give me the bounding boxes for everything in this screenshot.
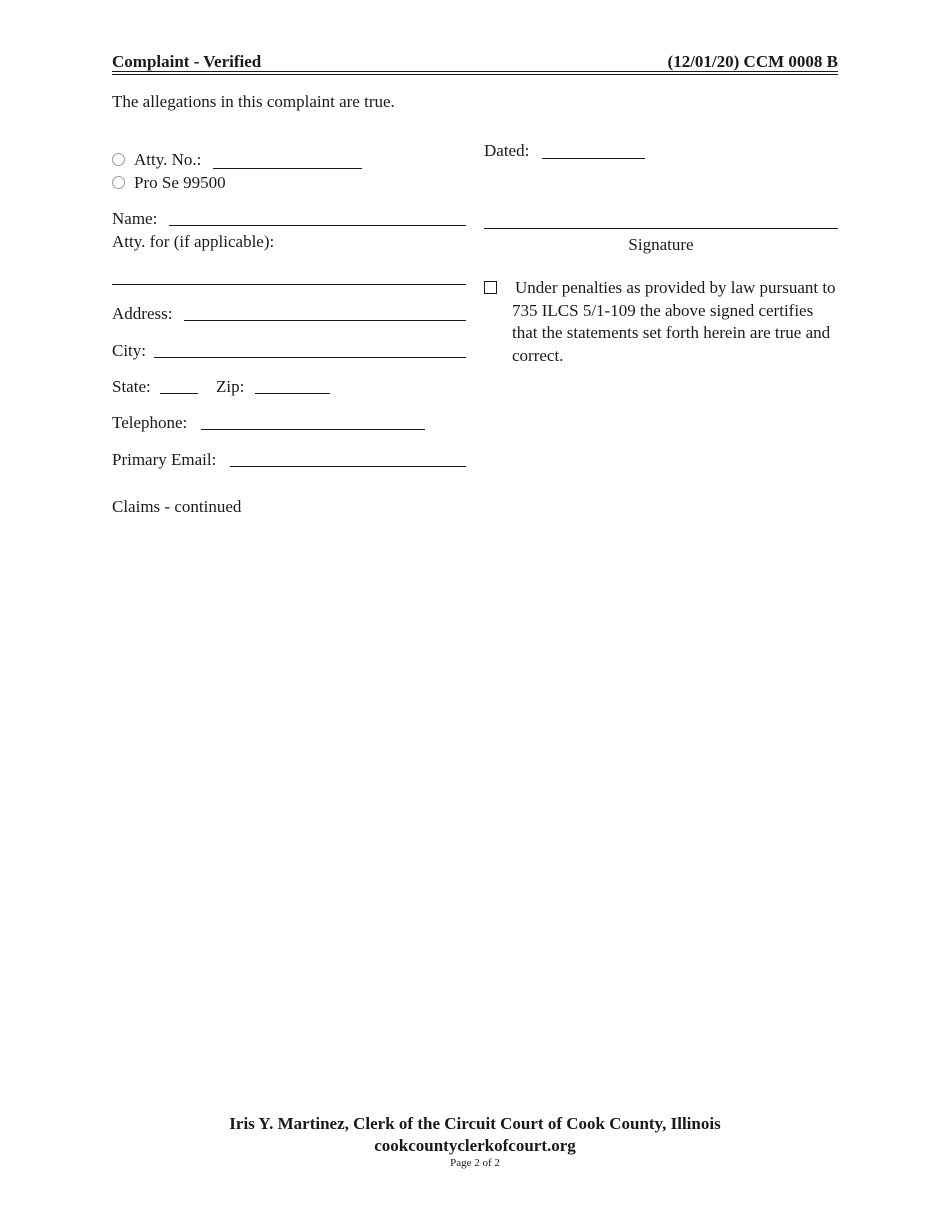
email-label: Primary Email:	[112, 450, 217, 469]
form-code: (12/01/20) CCM 0008 B	[667, 52, 838, 71]
atty-no-label: Atty. No.:	[134, 150, 202, 169]
atty-for-field[interactable]	[112, 263, 466, 285]
zip-field[interactable]	[255, 372, 330, 394]
footer-website: cookcountyclerkofcourt.org	[374, 1136, 576, 1155]
zip-line	[255, 393, 330, 394]
state-label: State:	[112, 377, 151, 396]
atty-for-label: Atty. for (if applicable):	[112, 232, 275, 251]
certification-checkbox[interactable]	[484, 281, 497, 294]
dated-label: Dated:	[484, 141, 530, 160]
allegations-statement: The allegations in this complaint are true.	[112, 92, 395, 111]
city-label: City:	[112, 341, 147, 360]
claims-continued: Claims - continued	[112, 497, 242, 516]
email-field[interactable]	[230, 445, 466, 467]
address-line	[184, 320, 466, 321]
name-line	[169, 225, 466, 226]
header-rule-top	[112, 71, 838, 72]
signature-label: Signature	[628, 235, 694, 254]
email-line	[230, 466, 466, 467]
dated-field[interactable]	[542, 137, 645, 159]
city-field[interactable]	[154, 336, 466, 358]
atty-no-field[interactable]	[213, 147, 362, 169]
signature-field[interactable]	[484, 207, 838, 229]
address-field[interactable]	[184, 299, 466, 321]
header-rule-bottom	[112, 74, 838, 75]
atty-for-line	[112, 284, 466, 285]
zip-label: Zip:	[216, 377, 245, 396]
name-field[interactable]	[169, 204, 466, 226]
address-label: Address:	[112, 304, 173, 323]
pro-se-label: Pro Se 99500	[134, 173, 226, 192]
atty-no-line	[213, 168, 362, 169]
telephone-label: Telephone:	[112, 413, 188, 432]
certification-text: Under penalties as provided by law pursuant to 735 ILCS 5/1-109 the above signed certifies that the statements set forth herein are true and correct.	[512, 278, 836, 365]
footer-clerk-line: Iris Y. Martinez, Clerk of the Circuit Court of Cook County, Illinois	[229, 1114, 721, 1133]
name-label: Name:	[112, 209, 158, 228]
state-field[interactable]	[160, 372, 198, 394]
signature-line	[484, 228, 838, 229]
page-number: Page 2 of 2	[450, 1157, 500, 1169]
form-title: Complaint - Verified	[112, 52, 262, 71]
pro-se-radio[interactable]	[112, 176, 125, 189]
telephone-field[interactable]	[201, 408, 425, 430]
dated-line	[542, 158, 645, 159]
telephone-line	[201, 429, 425, 430]
state-line	[160, 393, 198, 394]
city-line	[154, 357, 466, 358]
atty-no-radio[interactable]	[112, 153, 125, 166]
